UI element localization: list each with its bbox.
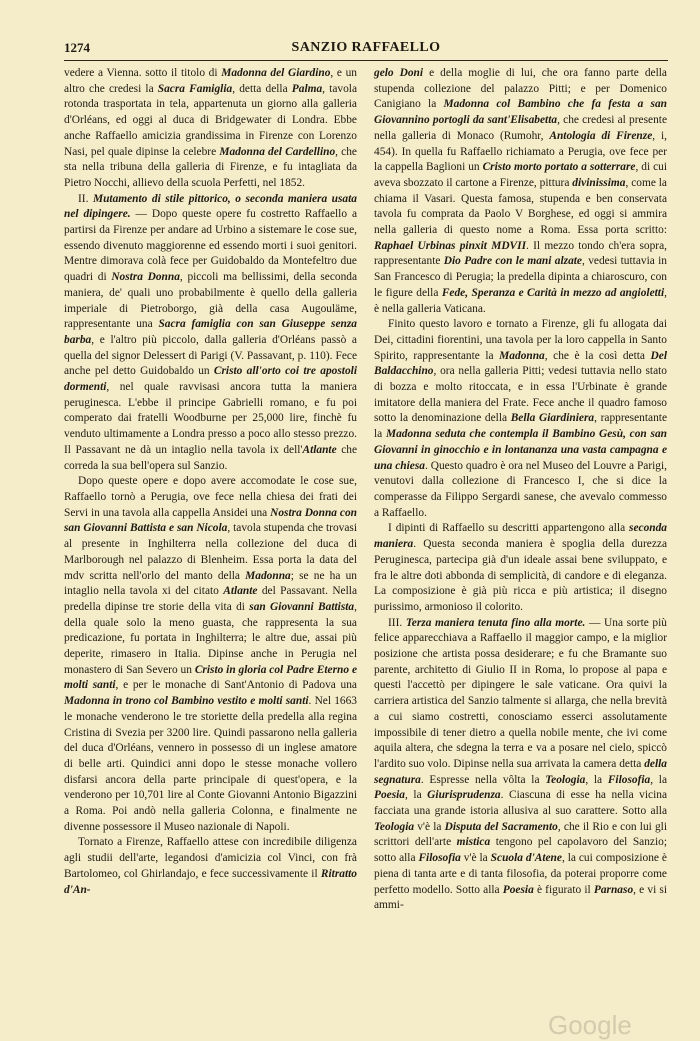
paragraph [64,474,357,835]
text-run: , di cui aveva sbozzato il cartone a Firenze, pittura [374,161,667,189]
italic-title: Madonna seduta che contempla il Bambino Gesù, con san Giovanni in ginocchio e in lontananza una vasta campagna e una chiesa [374,428,667,472]
google-watermark: Google [548,1010,632,1040]
italic-title: Mutamento di stile pittorico, o seconda maniera usata nel dipingere. [64,192,357,221]
text-run: , la cui composizione è piena di tanta arte e di tanta filosofia, da poterai proporre come perfetto modello. Sotto alla [374,852,667,896]
text-run: , la [650,773,668,786]
italic-title: mistica [456,836,491,849]
text-run: , [652,129,661,142]
text-run: , è nella galleria Vaticana. [374,286,667,315]
italic-title: Filosofia [418,852,461,865]
italic-title: Giurisprudenza [427,789,501,802]
roman-numeral: mdv [64,569,85,582]
italic-title: Filosofia [607,773,651,786]
italic-title: Atlante [302,443,337,456]
italic-title: Cristo all'orto coi tre apostoli dormenti [64,365,357,394]
text-run: , e per le monache di Sant'Antonio di Padova una [115,679,357,692]
text-run: , la [405,789,428,802]
italic-title: Madonna del Cardellino [219,145,336,158]
text-run: . Il mezzo tondo ch'era sopra, rappresentante [374,239,667,268]
paragraph [374,616,667,914]
paragraph [64,192,357,475]
text-run: — Dopo queste opere fu costretto Raffaello a partirsi da Firenze per andare ad Urbino a sistemare le cose sue, essendo divenuto maggiorenne ed essendo morti i suoi genitori. Mentre dimorava colà fece per Guidobaldo da Montefeltro due quadri di [64,208,357,284]
italic-title: Sacra famiglia con san Giuseppe senza barba [64,318,357,346]
text-run: III. [388,616,406,629]
text-run: del Passavant. Nella predella dipinse tre storie della vita di [64,585,358,613]
italic-title: Cristo morto portato a sotterrare [482,161,636,174]
text-run: , che è la così detta [544,349,651,362]
italic-title: Bella Giardiniera [510,412,595,425]
italic-title: Nostra Donna [111,271,180,284]
italic-title: Teologia [374,820,415,833]
text-run: , nel quale ravvisasi ancora tutta la maniera peruginesca. L'ebbe il principe Gabrielli romano, e fu poi comperato dai fratelli Woodburne per 25,000 lire, finchè fu venduto ultimamente a Londra presso a poco allo stesso prezzo. Il Passavant ne dà un intaglio nella tavola [64,381,357,456]
italic-title: seconda maniera [374,522,667,551]
italic-title: Antologia di Firenze [549,129,653,142]
text-run: , tavola rotonda trasportata in tela, appartenuta un giorno alla galleria d'Orléans, ed oggi al duca di Bridgewater di Londra. Ebbe anche Raffaello amicizia grandissima in Firenze con Lorenzo Nasi, pel quale dipinse la celebre [64,82,358,158]
text-run: Dopo queste opere e dopo avere accomodate le cose sue, Raffaello tornò a Perugia, ove fece nella chiesa dei frati dei Servi in una tavola alla cappella Ansidei una [64,475,357,519]
italic-title: Parnaso [593,883,634,896]
italic-title: Madonna del Giardino [221,67,331,79]
text-run: v'è la [414,820,445,833]
text-run: è figurato il [533,883,594,896]
italic-title: Scuola d'Atene [490,852,562,865]
text-run: , e l'altro più piccolo, dalla galleria d'Orléans passò a quella del signor Delessert di Parigi (V. Passavant, p. 110). Fece anche pel detto Guidobaldo un [64,333,357,378]
text-run: scritta nell'orlo del manto della [84,569,246,582]
roman-numeral: i [660,129,665,142]
text-run: . Questo quadro è ora nel Museo del Louvre a Parigi, venutovi dalla collezione di Francesco I, che si dice la comperasse da Filippo Sergardi sanese, che avevalo commesso a Raffaello. [374,459,668,519]
text-run: — Una sorte più felice apparecchiava a Raffaello il maggior campo, e la miglior posizione che artista possa desiderare; e fu che Bramante suo parente, architetto di Giulio II in Roma, lo propose al papa e questi l'accettò per dipingere le sale vaticane. Ora quivi la carriera artistica del Sanzio talmente si allarga, che nella brevità a cui siamo costretti, conosciamo esserci assolutamente impossibile di tener dietro a quella nobile mente, che ivi come aquila altera, che sdegna la terra e va a posare nel cielo, spiccò l'ardito suo volo. Dipinse nella sua arrivata la camera detta [374,616,667,770]
text-run: II. [78,192,93,205]
text-run: tengono pel capolavoro del Sanzio; sotto alla [374,836,667,865]
text-run: , della quale solo la meno guasta, che rappresenta la sua predicazione, fu portata in Inghilterra; le altre due, assai più deperite, rimasero in Italia. Dipinse anche in Perugia nel monastero di San Severo un [64,600,357,676]
roman-numeral: xi [161,585,171,598]
page-number: 1274 [64,40,90,55]
paragraph [64,835,357,898]
text-run: . Questa seconda maniera è spoglia della durezza Peruginesca, partecipa già d'un ideale assai bene sviluppato, e fra le altre doti abbonda di semplicità, di candore e di eleganza. La composizione è già più ricca e più artistica; il disegno purissimo, armonioso il colorito. [374,538,667,613]
text-run: , e un altro che credesi la [64,67,357,95]
text-run: , che sta nella tribuna della galleria di Firenze, e fu intagliata da Pietro Nocchi, allievo della scuola Perfetti, nel 1852. [64,145,357,189]
italic-title: divinissima [572,176,626,189]
text-run: Finito questo lavoro e tornato a Firenze, gli fu allogata dai Dei, cittadini fiorentini, una tavola per la loro cappella in Santo Spirito, rappresentante la [374,318,667,362]
italic-title: Atlante [223,585,258,598]
italic-title: Disputa del Sacramento [444,820,558,833]
text-run: , detta della [232,82,292,95]
italic-title: Sacra Famiglia [157,82,233,95]
right-text-column [374,66,667,914]
text-run: , rappresentante la [374,412,667,441]
text-run: , e vi si ammi- [374,883,667,912]
text-run: dell' [278,443,303,456]
italic-title: gelo Doni [374,67,424,79]
italic-title: Nostra Donna con san Giovanni Battista e san Nicola [64,506,357,535]
text-run: , la [585,773,608,786]
page-header [64,38,668,61]
italic-title: Madonna in trono col Bambino vestito e molti santi [64,695,309,708]
italic-title: Madonna [245,569,291,582]
text-run: , che il Rio e con lui gli scrittori dell'arte [374,820,667,849]
italic-title: Palma [291,82,323,95]
text-run: che correda la sua bell'opera sul Sanzio. [64,443,358,472]
paragraph [374,317,667,521]
italic-title: della segnatura [374,757,667,786]
text-run: del citato [170,585,224,598]
italic-title: Madonna [499,349,545,362]
text-run: , ora nella galleria Pitti; vedesi tuttavia nello stato di bozza e molto ritoccata, e in essa l'Urbinate è grande imitatore della maniera del Frate. Fece anche il quadro famoso sotto la denominazione della [374,365,667,425]
paragraph [64,66,357,192]
left-text-column [64,66,357,898]
italic-title: Madonna col Bambino che fa festa a san Giovannino portogli da sant'Elisabetta [374,98,667,127]
italic-title: Ritratto d'An- [64,867,357,896]
italic-title: Cristo in gloria col Padre Eterno e molti santi [64,663,358,692]
text-run: Tornato a Firenze, Raffaello attese con incredibile diligenza agli studii dell'arte, legandosi d'amicizia col Vinci, con frà Bartolomeo, col Ghirlandajo, e fece successivamente il [64,836,357,880]
running-title: SANZIO RAFFAELLO [291,40,441,55]
italic-title: Teologia [545,773,586,786]
text-run: , tavola stupenda che trovasi al presente in Inghilterra nella collezione del duca di Marlborough nel palazzo di Blenheim. Essa porta la data del [64,522,357,566]
italic-title: Dio Padre con le mani alzate [443,255,582,268]
text-run: vedere a Vienna. sotto il titolo di [64,67,222,79]
italic-title: san Giovanni Battista [249,600,355,613]
italic-title: Terza maniera tenuta fino alla morte. [405,616,586,629]
text-run: ; se ne ha un intaglio nella tavola [64,569,357,598]
italic-title: Poesia [502,883,534,896]
text-run: , come la chiama il Vasari. Questa famosa, stupenda e ben conservata tavola fu comprata da Paolo V Borghese, ed oggi si ammira nella galleria di questo nome a Roma. Essa porta scritto: [374,176,667,237]
text-run: . Ciascuna di esse ha nella vicina facciata una grande istoria allusiva al suo carattere. Sotto alla [374,789,667,818]
text-run: , vedesi tuttavia in San Francesco di Perugia; la predella dipinta a chiaroscuro, con le figure della [374,255,668,299]
text-run: , piccoli ma bellissimi, della seconda maniera, de' quali uno probabilmente è quello della galleria imperiale di Pietroborgo, già della casa Augouläme, rappresentante una [64,271,358,331]
paragraph [374,66,667,317]
italic-title: Fede, Speranza e Carità in mezzo ad angioletti [441,286,665,299]
text-run: . Espresse nella vôlta la [420,773,546,786]
text-run: v'è la [460,852,491,865]
paragraph [374,521,667,615]
text-run: e della moglie di lui, che ora fanno parte della stupenda collezione del palazzo Pitti; e per Domenico Canigiano la [374,67,667,111]
italic-title: Raphael Urbinas pinxit MDVII [374,239,527,252]
text-run: I dipinti di Raffaello su descritti appartengono alla [388,522,630,535]
italic-title: Del Baldacchino [374,349,667,378]
text-run: , che credesi al presente nella galleria di Monaco (Rumohr, [374,114,668,142]
italic-title: Poesia [374,789,406,802]
roman-numeral: ix [269,443,279,456]
text-run: , 454). In quella fu Raffaello richiamato a Perugia, ove fece per la cappella Baglioni un [374,129,667,174]
text-run: . Nel 1663 le monache venderono le tre storiette della predella alla regina Cristina di Svezia per 3200 lire. Quindi passarono nella galleria del duca d'Orléans, vennero in possesso di un inglese amatore di belle arti. Quindici anni dopo le stesse monache vollero disfarsi ancora della parte principale di quest'opera, e la venderono per 10,701 lire al Conte Giovanni Antonio Bigazzini a Roma. Poi andò nella galleria Colonna, e finalmente ne divenne possessore il Museo nazionale di Napoli. [64,695,357,833]
